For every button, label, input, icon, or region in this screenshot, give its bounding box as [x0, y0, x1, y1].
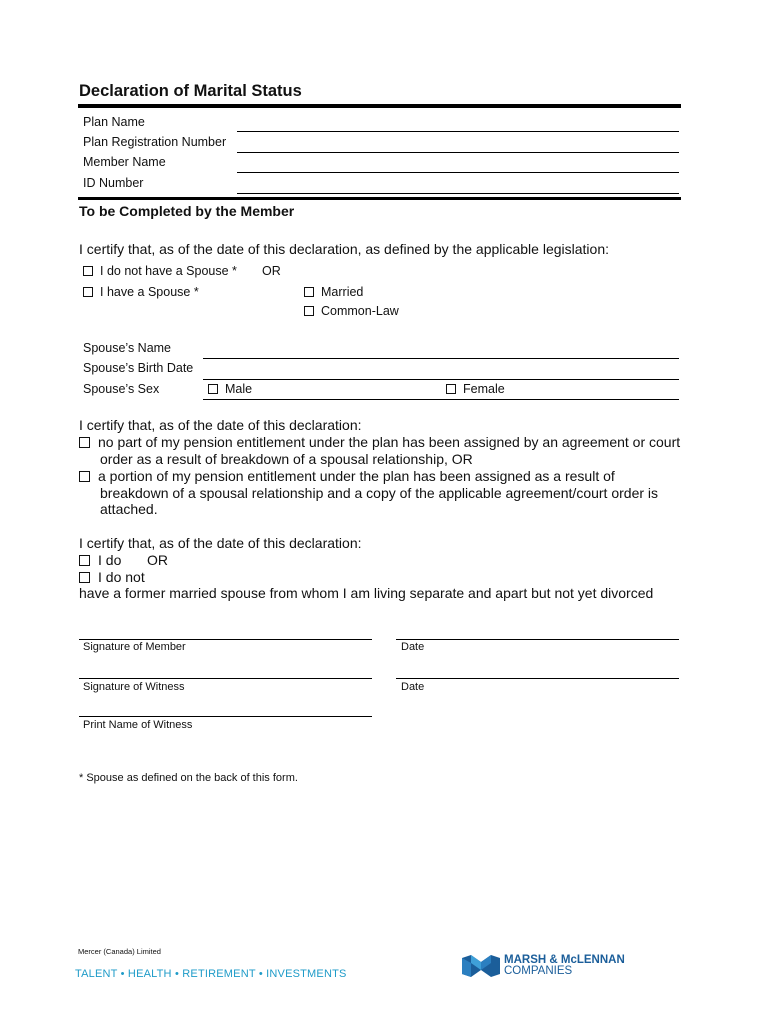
- witness-signature-field[interactable]: [79, 678, 372, 679]
- witness-name-label: Print Name of Witness: [83, 719, 193, 731]
- male-label: Male: [225, 382, 253, 396]
- i-do-not-checkbox[interactable]: [79, 572, 90, 583]
- spouse-name-field[interactable]: [203, 358, 679, 359]
- mmc-logo-text: [504, 955, 625, 977]
- female-label: Female: [463, 382, 505, 396]
- certify-statement-2: I certify that, as of the date of this declaration:: [79, 417, 362, 433]
- certify-statement-3: I certify that, as of the date of this declaration:: [79, 535, 362, 551]
- have-spouse-checkbox[interactable]: [83, 287, 93, 297]
- no-part-text-1: no part of my pension entitlement under the plan has been assigned by an agreement or court: [98, 434, 681, 450]
- mmc-logo-icon: [462, 955, 500, 977]
- portion-checkbox[interactable]: [79, 471, 90, 482]
- no-part-text-2: order as a result of breakdown of a spousal relationship, OR: [100, 451, 473, 467]
- i-do-checkbox[interactable]: [79, 555, 90, 566]
- i-do-not-option[interactable]: [79, 569, 145, 585]
- member-date-field[interactable]: [396, 639, 679, 640]
- id-number-label: ID Number: [83, 176, 144, 190]
- title-rule: [78, 104, 681, 108]
- company-name: Mercer (Canada) Limited: [78, 947, 161, 956]
- form-title: Declaration of Marital Status: [79, 82, 302, 100]
- married-checkbox[interactable]: [304, 287, 314, 297]
- witness-signature-label: Signature of Witness: [83, 681, 185, 693]
- no-part-option[interactable]: [79, 434, 680, 450]
- logo-line-1: MARSH & McLENNAN: [504, 954, 625, 966]
- male-option[interactable]: [208, 382, 252, 396]
- have-spouse-label: I have a Spouse *: [100, 285, 199, 299]
- witness-name-field[interactable]: [79, 716, 372, 717]
- tagline: TALENT • HEALTH • RETIREMENT • INVESTMENTS: [75, 968, 347, 980]
- logo-line-2: COMPANIES: [504, 965, 573, 977]
- no-part-checkbox[interactable]: [79, 437, 90, 448]
- or-label-1: OR: [262, 264, 281, 278]
- no-spouse-checkbox[interactable]: [83, 266, 93, 276]
- male-checkbox[interactable]: [208, 384, 218, 394]
- witness-date-label: Date: [401, 681, 425, 693]
- female-checkbox[interactable]: [446, 384, 456, 394]
- female-option[interactable]: [446, 382, 505, 396]
- member-date-label: Date: [401, 641, 425, 653]
- common-law-checkbox[interactable]: [304, 306, 314, 316]
- member-signature-field[interactable]: [79, 639, 372, 640]
- portion-option[interactable]: [79, 468, 615, 484]
- footnote: * Spouse as defined on the back of this form.: [79, 772, 298, 784]
- portion-text-3: attached.: [100, 501, 158, 517]
- have-spouse-option[interactable]: [83, 285, 199, 299]
- no-spouse-label: I do not have a Spouse *: [100, 264, 237, 278]
- member-name-field[interactable]: [237, 172, 679, 173]
- i-do-option[interactable]: [79, 552, 121, 568]
- spouse-birth-date-label: Spouse’s Birth Date: [83, 361, 194, 375]
- plan-name-label: Plan Name: [83, 115, 145, 129]
- spouse-name-label: Spouse’s Name: [83, 341, 172, 355]
- section-rule: [78, 197, 681, 200]
- member-signature-label: Signature of Member: [83, 641, 186, 653]
- section-title: To be Completed by the Member: [79, 203, 295, 219]
- portion-text-2: breakdown of a spousal relationship and a copy of the applicable agreement/court order is: [100, 485, 659, 501]
- portion-text-1: a portion of my pension entitlement under the plan has been assigned as a result of: [98, 468, 615, 484]
- id-number-field[interactable]: [237, 193, 679, 194]
- certify-statement-1: I certify that, as of the date of this declaration, as defined by the applicable legislation:: [79, 241, 609, 257]
- married-option[interactable]: [304, 285, 363, 299]
- plan-name-field[interactable]: [237, 131, 679, 132]
- no-spouse-option[interactable]: [83, 264, 237, 278]
- spouse-sex-label: Spouse’s Sex: [83, 382, 160, 396]
- witness-date-field[interactable]: [396, 678, 679, 679]
- common-law-label: Common-Law: [321, 304, 399, 318]
- common-law-option[interactable]: [304, 304, 399, 318]
- i-do-label: I do: [98, 552, 122, 568]
- spouse-birth-date-field[interactable]: [203, 379, 679, 380]
- or-label-2: OR: [147, 552, 168, 568]
- member-name-label: Member Name: [83, 155, 166, 169]
- former-spouse-statement: have a former married spouse from whom I am living separate and apart but not yet divorced: [79, 585, 654, 601]
- plan-registration-label: Plan Registration Number: [83, 135, 227, 149]
- plan-registration-field[interactable]: [237, 152, 679, 153]
- married-label: Married: [321, 285, 364, 299]
- i-do-not-label: I do not: [98, 569, 145, 585]
- spouse-sex-line: [203, 399, 679, 400]
